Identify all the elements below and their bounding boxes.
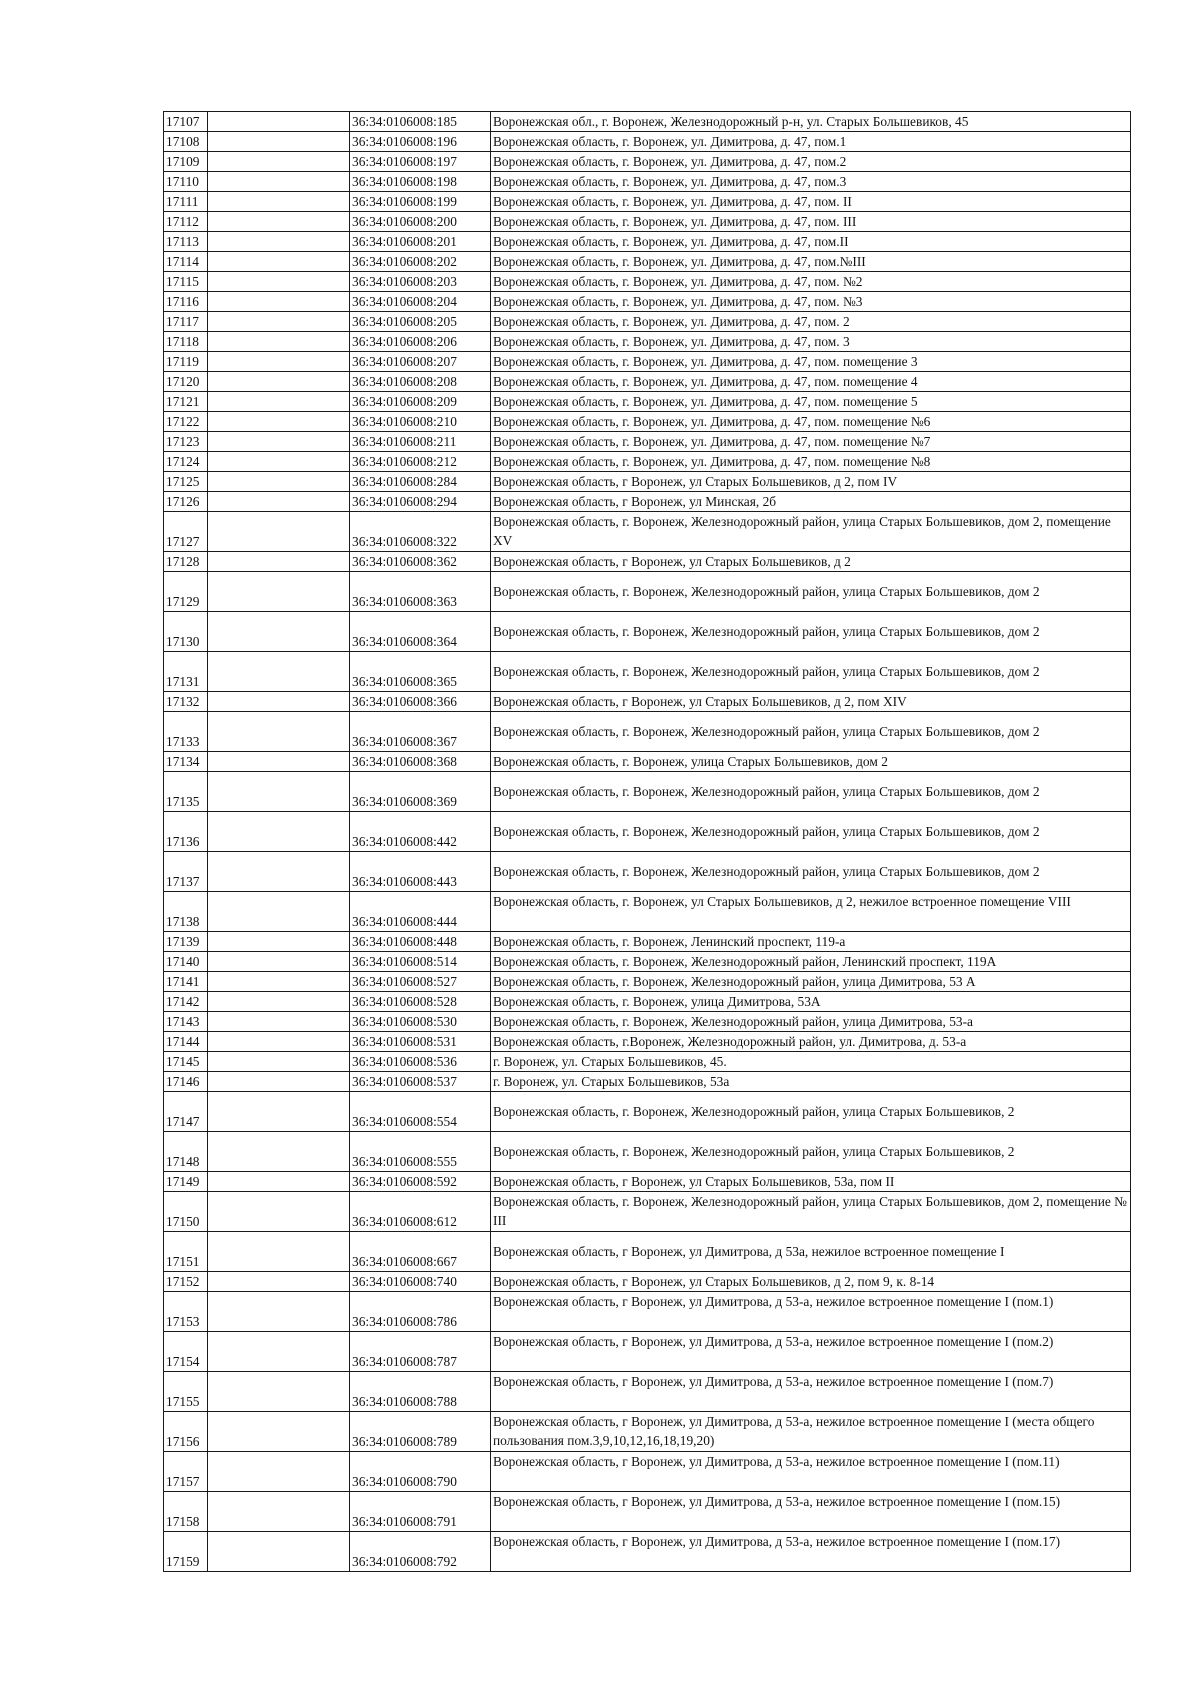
table-row bbox=[164, 1372, 1131, 1412]
row-code-cell bbox=[208, 1532, 350, 1572]
table-row bbox=[164, 712, 1131, 752]
row-code-cell bbox=[208, 552, 350, 572]
cadastral-number-cell: 36:34:0106008:528 bbox=[350, 992, 491, 1012]
address-cell: Воронежская область, г Воронеж, ул Старых Большевиков, 53а, пом II bbox=[491, 1172, 1131, 1192]
cadastral-number-cell: 36:34:0106008:448 bbox=[350, 932, 491, 952]
row-number-cell: 17141 bbox=[164, 972, 208, 992]
row-code-cell bbox=[208, 932, 350, 952]
cadastral-number-cell: 36:34:0106008:212 bbox=[350, 452, 491, 472]
address-cell: Воронежская область, г. Воронеж, Железнодорожный район, улица Старых Большевиков, дом 2 bbox=[491, 852, 1131, 892]
address-cell: Воронежская область, г. Воронеж, ул. Димитрова, д. 47, пом.II bbox=[491, 232, 1131, 252]
cadastral-number-cell: 36:34:0106008:444 bbox=[350, 892, 491, 932]
cadastral-number-cell: 36:34:0106008:612 bbox=[350, 1192, 491, 1232]
address-cell: Воронежская область, г. Воронеж, ул. Димитрова, д. 47, пом. помещение 3 bbox=[491, 352, 1131, 372]
address-cell: Воронежская область, г. Воронеж, Железнодорожный район, улица Димитрова, 53 А bbox=[491, 972, 1131, 992]
row-number-cell: 17118 bbox=[164, 332, 208, 352]
address-cell: Воронежская область, г Воронеж, ул Димитрова, д 53а, нежилое встроенное помещение I bbox=[491, 1232, 1131, 1272]
address-cell: Воронежская область, г Воронеж, ул Димитрова, д 53-а, нежилое встроенное помещение I (пом.11) bbox=[491, 1452, 1131, 1492]
row-number-cell: 17108 bbox=[164, 132, 208, 152]
row-code-cell bbox=[208, 372, 350, 392]
address-cell: Воронежская область, г. Воронеж, Железнодорожный район, улица Старых Большевиков, дом 2, помещение XV bbox=[491, 512, 1131, 552]
table-row bbox=[164, 812, 1131, 852]
address-cell: Воронежская область, г. Воронеж, ул. Димитрова, д. 47, пом. II bbox=[491, 192, 1131, 212]
row-code-cell bbox=[208, 192, 350, 212]
cadastral-number-cell: 36:34:0106008:284 bbox=[350, 472, 491, 492]
cadastral-number-cell: 36:34:0106008:203 bbox=[350, 272, 491, 292]
table-row bbox=[164, 572, 1131, 612]
cadastral-number-cell: 36:34:0106008:208 bbox=[350, 372, 491, 392]
cadastral-number-cell: 36:34:0106008:211 bbox=[350, 432, 491, 452]
row-number-cell: 17127 bbox=[164, 512, 208, 552]
table-row bbox=[164, 1132, 1131, 1172]
row-number-cell: 17107 bbox=[164, 112, 208, 132]
row-code-cell bbox=[208, 152, 350, 172]
address-cell: Воронежская область, г Воронеж, ул Старых Большевиков, д 2, пом 9, к. 8-14 bbox=[491, 1272, 1131, 1292]
address-cell: Воронежская область, г. Воронеж, ул. Димитрова, д. 47, пом. помещение 4 bbox=[491, 372, 1131, 392]
address-cell: Воронежская область, г. Воронеж, улица Старых Большевиков, дом 2 bbox=[491, 752, 1131, 772]
cadastral-number-cell: 36:34:0106008:368 bbox=[350, 752, 491, 772]
table-row bbox=[164, 1072, 1131, 1092]
cadastral-number-cell: 36:34:0106008:530 bbox=[350, 1012, 491, 1032]
address-cell: Воронежская область, г. Воронеж, ул. Димитрова, д. 47, пом. III bbox=[491, 212, 1131, 232]
cadastral-number-cell: 36:34:0106008:537 bbox=[350, 1072, 491, 1092]
row-number-cell: 17151 bbox=[164, 1232, 208, 1272]
table-row bbox=[164, 892, 1131, 932]
cadastral-number-cell: 36:34:0106008:787 bbox=[350, 1332, 491, 1372]
table-row bbox=[164, 972, 1131, 992]
address-cell: Воронежская область, г. Воронеж, Железнодорожный район, Ленинский проспект, 119А bbox=[491, 952, 1131, 972]
table-row bbox=[164, 852, 1131, 892]
cadastral-number-cell: 36:34:0106008:206 bbox=[350, 332, 491, 352]
table-row bbox=[164, 1532, 1131, 1572]
cadastral-number-cell: 36:34:0106008:201 bbox=[350, 232, 491, 252]
cadastral-number-cell: 36:34:0106008:369 bbox=[350, 772, 491, 812]
row-code-cell bbox=[208, 972, 350, 992]
cadastral-number-cell: 36:34:0106008:792 bbox=[350, 1532, 491, 1572]
row-number-cell: 17120 bbox=[164, 372, 208, 392]
table-row bbox=[164, 112, 1131, 132]
table-row bbox=[164, 452, 1131, 472]
row-number-cell: 17128 bbox=[164, 552, 208, 572]
row-code-cell bbox=[208, 232, 350, 252]
row-number-cell: 17152 bbox=[164, 1272, 208, 1292]
table-row bbox=[164, 192, 1131, 212]
address-cell: Воронежская область, г. Воронеж, Железнодорожный район, улица Старых Большевиков, 2 bbox=[491, 1132, 1131, 1172]
cadastral-number-cell: 36:34:0106008:199 bbox=[350, 192, 491, 212]
address-cell: Воронежская область, г. Воронеж, ул. Димитрова, д. 47, пом.2 bbox=[491, 152, 1131, 172]
row-number-cell: 17115 bbox=[164, 272, 208, 292]
table-row bbox=[164, 1172, 1131, 1192]
row-code-cell bbox=[208, 472, 350, 492]
table-row bbox=[164, 1192, 1131, 1232]
address-cell: Воронежская область, г Воронеж, ул Старых Большевиков, д 2, пом XIV bbox=[491, 692, 1131, 712]
address-cell: Воронежская область, г Воронеж, ул Старых Большевиков, д 2, пом IV bbox=[491, 472, 1131, 492]
table-row bbox=[164, 1032, 1131, 1052]
cadastral-number-cell: 36:34:0106008:294 bbox=[350, 492, 491, 512]
table-row bbox=[164, 132, 1131, 152]
table-row bbox=[164, 172, 1131, 192]
cadastral-number-cell: 36:34:0106008:210 bbox=[350, 412, 491, 432]
table-row bbox=[164, 1492, 1131, 1532]
row-number-cell: 17150 bbox=[164, 1192, 208, 1232]
row-code-cell bbox=[208, 1032, 350, 1052]
row-code-cell bbox=[208, 892, 350, 932]
address-cell: Воронежская область, г. Воронеж, ул. Димитрова, д. 47, пом. №3 bbox=[491, 292, 1131, 312]
address-cell: г. Воронеж, ул. Старых Большевиков, 45. bbox=[491, 1052, 1131, 1072]
row-number-cell: 17147 bbox=[164, 1092, 208, 1132]
table-row bbox=[164, 612, 1131, 652]
cadastral-number-cell: 36:34:0106008:364 bbox=[350, 612, 491, 652]
table-row bbox=[164, 772, 1131, 812]
table-row bbox=[164, 392, 1131, 412]
row-number-cell: 17130 bbox=[164, 612, 208, 652]
row-code-cell bbox=[208, 652, 350, 692]
cadastral-number-cell: 36:34:0106008:788 bbox=[350, 1372, 491, 1412]
table-row bbox=[164, 332, 1131, 352]
row-code-cell bbox=[208, 992, 350, 1012]
row-code-cell bbox=[208, 1052, 350, 1072]
table-row bbox=[164, 952, 1131, 972]
row-number-cell: 17119 bbox=[164, 352, 208, 372]
row-code-cell bbox=[208, 452, 350, 472]
table-row bbox=[164, 212, 1131, 232]
row-code-cell bbox=[208, 172, 350, 192]
row-code-cell bbox=[208, 292, 350, 312]
row-code-cell bbox=[208, 132, 350, 152]
row-code-cell bbox=[208, 952, 350, 972]
cadastral-number-cell: 36:34:0106008:514 bbox=[350, 952, 491, 972]
cadastral-number-cell: 36:34:0106008:740 bbox=[350, 1272, 491, 1292]
row-number-cell: 17109 bbox=[164, 152, 208, 172]
row-number-cell: 17140 bbox=[164, 952, 208, 972]
address-cell: Воронежская область, г. Воронеж, ул. Димитрова, д. 47, пом. помещение №6 bbox=[491, 412, 1131, 432]
row-code-cell bbox=[208, 1192, 350, 1232]
row-number-cell: 17159 bbox=[164, 1532, 208, 1572]
cadastral-number-cell: 36:34:0106008:790 bbox=[350, 1452, 491, 1492]
row-number-cell: 17129 bbox=[164, 572, 208, 612]
registry-table bbox=[163, 111, 1131, 1572]
row-number-cell: 17122 bbox=[164, 412, 208, 432]
cadastral-number-cell: 36:34:0106008:204 bbox=[350, 292, 491, 312]
row-number-cell: 17143 bbox=[164, 1012, 208, 1032]
address-cell: Воронежская область, г. Воронеж, улица Димитрова, 53А bbox=[491, 992, 1131, 1012]
row-number-cell: 17114 bbox=[164, 252, 208, 272]
row-code-cell bbox=[208, 1412, 350, 1452]
table-row bbox=[164, 752, 1131, 772]
row-number-cell: 17111 bbox=[164, 192, 208, 212]
cadastral-number-cell: 36:34:0106008:791 bbox=[350, 1492, 491, 1532]
cadastral-number-cell: 36:34:0106008:205 bbox=[350, 312, 491, 332]
address-cell: Воронежская область, г Воронеж, ул Минская, 2б bbox=[491, 492, 1131, 512]
table-row bbox=[164, 272, 1131, 292]
cadastral-number-cell: 36:34:0106008:536 bbox=[350, 1052, 491, 1072]
address-cell: Воронежская обл., г. Воронеж, Железнодорожный р-н, ул. Старых Большевиков, 45 bbox=[491, 112, 1131, 132]
row-code-cell bbox=[208, 212, 350, 232]
table-row bbox=[164, 1332, 1131, 1372]
cadastral-number-cell: 36:34:0106008:200 bbox=[350, 212, 491, 232]
row-number-cell: 17153 bbox=[164, 1292, 208, 1332]
address-cell: Воронежская область, г. Воронеж, Железнодорожный район, улица Старых Большевиков, дом 2 bbox=[491, 612, 1131, 652]
table-row bbox=[164, 652, 1131, 692]
table-row bbox=[164, 1052, 1131, 1072]
table-row bbox=[164, 432, 1131, 452]
cadastral-number-cell: 36:34:0106008:443 bbox=[350, 852, 491, 892]
address-cell: Воронежская область, г. Воронеж, ул. Димитрова, д. 47, пом.№III bbox=[491, 252, 1131, 272]
row-code-cell bbox=[208, 392, 350, 412]
cadastral-number-cell: 36:34:0106008:198 bbox=[350, 172, 491, 192]
row-number-cell: 17137 bbox=[164, 852, 208, 892]
cadastral-number-cell: 36:34:0106008:367 bbox=[350, 712, 491, 752]
row-code-cell bbox=[208, 412, 350, 432]
address-cell: Воронежская область, г. Воронеж, Ленинский проспект, 119-а bbox=[491, 932, 1131, 952]
table-row bbox=[164, 1452, 1131, 1492]
row-code-cell bbox=[208, 252, 350, 272]
row-number-cell: 17132 bbox=[164, 692, 208, 712]
row-number-cell: 17144 bbox=[164, 1032, 208, 1052]
row-code-cell bbox=[208, 332, 350, 352]
table-row bbox=[164, 472, 1131, 492]
table-row bbox=[164, 1272, 1131, 1292]
row-number-cell: 17146 bbox=[164, 1072, 208, 1092]
row-code-cell bbox=[208, 492, 350, 512]
row-code-cell bbox=[208, 1012, 350, 1032]
cadastral-number-cell: 36:34:0106008:207 bbox=[350, 352, 491, 372]
registry-table-body bbox=[164, 112, 1131, 1572]
address-cell: Воронежская область, г. Воронеж, ул. Димитрова, д. 47, пом. помещение №7 bbox=[491, 432, 1131, 452]
cadastral-number-cell: 36:34:0106008:531 bbox=[350, 1032, 491, 1052]
row-code-cell bbox=[208, 1132, 350, 1172]
row-code-cell bbox=[208, 1272, 350, 1292]
row-number-cell: 17154 bbox=[164, 1332, 208, 1372]
cadastral-number-cell: 36:34:0106008:202 bbox=[350, 252, 491, 272]
row-number-cell: 17133 bbox=[164, 712, 208, 752]
table-row bbox=[164, 992, 1131, 1012]
row-number-cell: 17135 bbox=[164, 772, 208, 812]
table-row bbox=[164, 1412, 1131, 1452]
table-row bbox=[164, 372, 1131, 392]
row-code-cell bbox=[208, 112, 350, 132]
row-code-cell bbox=[208, 572, 350, 612]
table-row bbox=[164, 1292, 1131, 1332]
table-row bbox=[164, 152, 1131, 172]
row-number-cell: 17157 bbox=[164, 1452, 208, 1492]
row-number-cell: 17136 bbox=[164, 812, 208, 852]
row-code-cell bbox=[208, 852, 350, 892]
row-code-cell bbox=[208, 1092, 350, 1132]
table-row bbox=[164, 492, 1131, 512]
row-code-cell bbox=[208, 1072, 350, 1092]
row-number-cell: 17126 bbox=[164, 492, 208, 512]
row-code-cell bbox=[208, 512, 350, 552]
address-cell: Воронежская область, г Воронеж, ул Димитрова, д 53-а, нежилое встроенное помещение I (места общего пользования пом.3,9,10,12,16,18,19,20) bbox=[491, 1412, 1131, 1452]
row-number-cell: 17149 bbox=[164, 1172, 208, 1192]
table-row bbox=[164, 292, 1131, 312]
row-number-cell: 17117 bbox=[164, 312, 208, 332]
table-row bbox=[164, 512, 1131, 552]
address-cell: Воронежская область, г Воронеж, ул Димитрова, д 53-а, нежилое встроенное помещение I (пом.1) bbox=[491, 1292, 1131, 1332]
cadastral-number-cell: 36:34:0106008:592 bbox=[350, 1172, 491, 1192]
address-cell: Воронежская область, г. Воронеж, Железнодорожный район, улица Старых Большевиков, 2 bbox=[491, 1092, 1131, 1132]
table-row bbox=[164, 692, 1131, 712]
table-row bbox=[164, 932, 1131, 952]
row-code-cell bbox=[208, 752, 350, 772]
row-code-cell bbox=[208, 1452, 350, 1492]
address-cell: Воронежская область, г Воронеж, ул Димитрова, д 53-а, нежилое встроенное помещение I (пом.15) bbox=[491, 1492, 1131, 1532]
address-cell: Воронежская область, г. Воронеж, ул. Димитрова, д. 47, пом. 2 bbox=[491, 312, 1131, 332]
row-code-cell bbox=[208, 812, 350, 852]
table-row bbox=[164, 232, 1131, 252]
cadastral-number-cell: 36:34:0106008:363 bbox=[350, 572, 491, 612]
row-number-cell: 17113 bbox=[164, 232, 208, 252]
cadastral-number-cell: 36:34:0106008:362 bbox=[350, 552, 491, 572]
address-cell: Воронежская область, г. Воронеж, ул. Димитрова, д. 47, пом. помещение 5 bbox=[491, 392, 1131, 412]
table-row bbox=[164, 1012, 1131, 1032]
cadastral-number-cell: 36:34:0106008:197 bbox=[350, 152, 491, 172]
row-number-cell: 17156 bbox=[164, 1412, 208, 1452]
row-number-cell: 17148 bbox=[164, 1132, 208, 1172]
row-number-cell: 17134 bbox=[164, 752, 208, 772]
cadastral-number-cell: 36:34:0106008:527 bbox=[350, 972, 491, 992]
row-number-cell: 17138 bbox=[164, 892, 208, 932]
cadastral-number-cell: 36:34:0106008:667 bbox=[350, 1232, 491, 1272]
cadastral-number-cell: 36:34:0106008:786 bbox=[350, 1292, 491, 1332]
address-cell: Воронежская область, г Воронеж, ул Димитрова, д 53-а, нежилое встроенное помещение I (пом.17) bbox=[491, 1532, 1131, 1572]
address-cell: Воронежская область, г. Воронеж, ул Старых Большевиков, д 2, нежилое встроенное помещение VIII bbox=[491, 892, 1131, 932]
row-code-cell bbox=[208, 272, 350, 292]
row-code-cell bbox=[208, 612, 350, 652]
cadastral-number-cell: 36:34:0106008:196 bbox=[350, 132, 491, 152]
address-cell: Воронежская область, г. Воронеж, Железнодорожный район, улица Димитрова, 53-а bbox=[491, 1012, 1131, 1032]
address-cell: Воронежская область, г. Воронеж, Железнодорожный район, улица Старых Большевиков, дом 2 bbox=[491, 812, 1131, 852]
row-number-cell: 17110 bbox=[164, 172, 208, 192]
row-number-cell: 17139 bbox=[164, 932, 208, 952]
address-cell: Воронежская область, г Воронеж, ул Димитрова, д 53-а, нежилое встроенное помещение I (пом.2) bbox=[491, 1332, 1131, 1372]
address-cell: Воронежская область, г. Воронеж, ул. Димитрова, д. 47, пом. №2 bbox=[491, 272, 1131, 292]
row-number-cell: 17124 bbox=[164, 452, 208, 472]
cadastral-number-cell: 36:34:0106008:209 bbox=[350, 392, 491, 412]
table-row bbox=[164, 1232, 1131, 1272]
address-cell: Воронежская область, г.Воронеж, Железнодорожный район, ул. Димитрова, д. 53-а bbox=[491, 1032, 1131, 1052]
address-cell: Воронежская область, г. Воронеж, ул. Димитрова, д. 47, пом.1 bbox=[491, 132, 1131, 152]
address-cell: г. Воронеж, ул. Старых Большевиков, 53а bbox=[491, 1072, 1131, 1092]
row-number-cell: 17155 bbox=[164, 1372, 208, 1412]
address-cell: Воронежская область, г Воронеж, ул Старых Большевиков, д 2 bbox=[491, 552, 1131, 572]
cadastral-number-cell: 36:34:0106008:555 bbox=[350, 1132, 491, 1172]
address-cell: Воронежская область, г. Воронеж, Железнодорожный район, улица Старых Большевиков, дом 2 bbox=[491, 712, 1131, 752]
table-row bbox=[164, 312, 1131, 332]
address-cell: Воронежская область, г. Воронеж, Железнодорожный район, улица Старых Большевиков, дом 2 bbox=[491, 652, 1131, 692]
row-number-cell: 17121 bbox=[164, 392, 208, 412]
cadastral-number-cell: 36:34:0106008:365 bbox=[350, 652, 491, 692]
row-number-cell: 17116 bbox=[164, 292, 208, 312]
address-cell: Воронежская область, г. Воронеж, Железнодорожный район, улица Старых Большевиков, дом 2, помещение № III bbox=[491, 1192, 1131, 1232]
row-number-cell: 17125 bbox=[164, 472, 208, 492]
row-code-cell bbox=[208, 1332, 350, 1372]
row-number-cell: 17145 bbox=[164, 1052, 208, 1072]
table-row bbox=[164, 252, 1131, 272]
table-row bbox=[164, 1092, 1131, 1132]
row-number-cell: 17158 bbox=[164, 1492, 208, 1532]
row-code-cell bbox=[208, 692, 350, 712]
row-code-cell bbox=[208, 1292, 350, 1332]
address-cell: Воронежская область, г. Воронеж, ул. Димитрова, д. 47, пом. помещение №8 bbox=[491, 452, 1131, 472]
cadastral-number-cell: 36:34:0106008:789 bbox=[350, 1412, 491, 1452]
table-row bbox=[164, 352, 1131, 372]
row-number-cell: 17142 bbox=[164, 992, 208, 1012]
row-number-cell: 17112 bbox=[164, 212, 208, 232]
row-code-cell bbox=[208, 1172, 350, 1192]
cadastral-number-cell: 36:34:0106008:322 bbox=[350, 512, 491, 552]
row-code-cell bbox=[208, 432, 350, 452]
cadastral-number-cell: 36:34:0106008:185 bbox=[350, 112, 491, 132]
row-code-cell bbox=[208, 712, 350, 752]
row-code-cell bbox=[208, 1372, 350, 1412]
address-cell: Воронежская область, г. Воронеж, Железнодорожный район, улица Старых Большевиков, дом 2 bbox=[491, 572, 1131, 612]
row-code-cell bbox=[208, 352, 350, 372]
row-code-cell bbox=[208, 312, 350, 332]
row-number-cell: 17123 bbox=[164, 432, 208, 452]
table-row bbox=[164, 552, 1131, 572]
address-cell: Воронежская область, г Воронеж, ул Димитрова, д 53-а, нежилое встроенное помещение I (пом.7) bbox=[491, 1372, 1131, 1412]
row-code-cell bbox=[208, 1232, 350, 1272]
row-code-cell bbox=[208, 772, 350, 812]
cadastral-number-cell: 36:34:0106008:554 bbox=[350, 1092, 491, 1132]
address-cell: Воронежская область, г. Воронеж, Железнодорожный район, улица Старых Большевиков, дом 2 bbox=[491, 772, 1131, 812]
address-cell: Воронежская область, г. Воронеж, ул. Димитрова, д. 47, пом.3 bbox=[491, 172, 1131, 192]
address-cell: Воронежская область, г. Воронеж, ул. Димитрова, д. 47, пом. 3 bbox=[491, 332, 1131, 352]
row-number-cell: 17131 bbox=[164, 652, 208, 692]
table-row bbox=[164, 412, 1131, 432]
cadastral-number-cell: 36:34:0106008:442 bbox=[350, 812, 491, 852]
row-code-cell bbox=[208, 1492, 350, 1532]
cadastral-number-cell: 36:34:0106008:366 bbox=[350, 692, 491, 712]
